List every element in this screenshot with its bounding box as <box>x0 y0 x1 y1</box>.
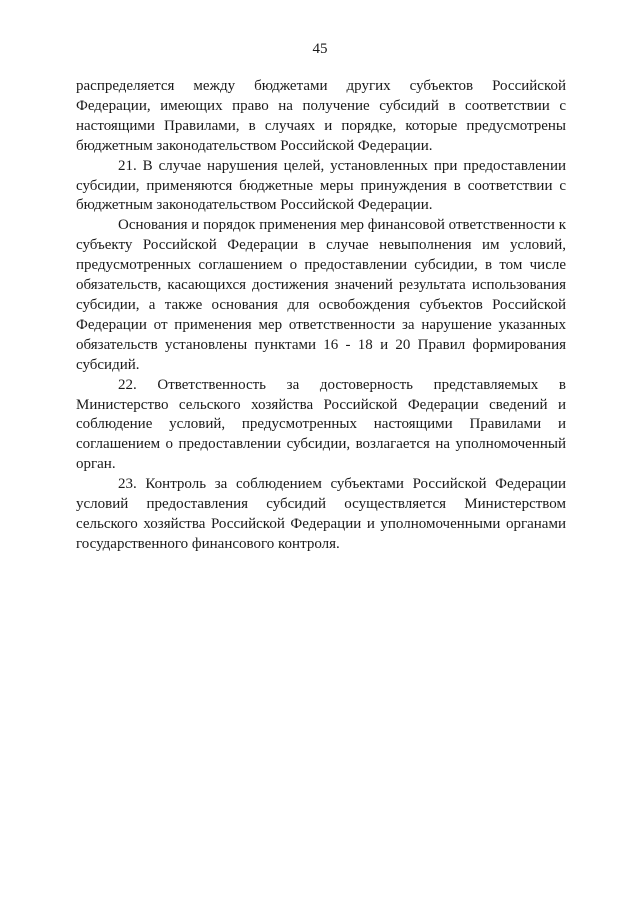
paragraph-financial-liability: Основания и порядок применения мер финансовой ответственности к субъекту Российской Федерации в случае невыполнения им условий, предусмотренных соглашением о предоставлении субсидии, в том числе обязательств, касающихся достижения значений результата использования субсидии, а также основания для освобождения субъектов Российской Федерации от применения мер ответственности за нарушение указанных обязательств установлены пунктами 16 - 18 и 20 Правил формирования субсидий. <box>76 217 566 373</box>
paragraph-item-21: 21. В случае нарушения целей, установленных при предоставлении субсидии, применяются бюджетные меры принуждения в соответствии с бюджетным законодательством Российской Федерации. <box>76 157 566 214</box>
document-body <box>76 77 566 555</box>
paragraph-item-23: 23. Контроль за соблюдением субъектами Российской Федерации условий предоставления субсидий осуществляется Министерством сельского хозяйства Российской Федерации и уполномоченными органами государственного финансового контроля. <box>76 476 566 552</box>
paragraph-continuation: распределяется между бюджетами других субъектов Российской Федерации, имеющих право на получение субсидий в соответствии с настоящими Правилами, в случаях и порядке, которые предусмотрены бюджетным законодательством Российской Федерации. <box>76 78 566 154</box>
paragraph-item-22: 22. Ответственность за достоверность представляемых в Министерство сельского хозяйства Российской Федерации сведений и соблюдение условий, предусмотренных настоящими Правилами и соглашением о предоставлении субсидии, возлагается на уполномоченный орган. <box>76 376 566 473</box>
page-number: 45 <box>312 41 328 57</box>
